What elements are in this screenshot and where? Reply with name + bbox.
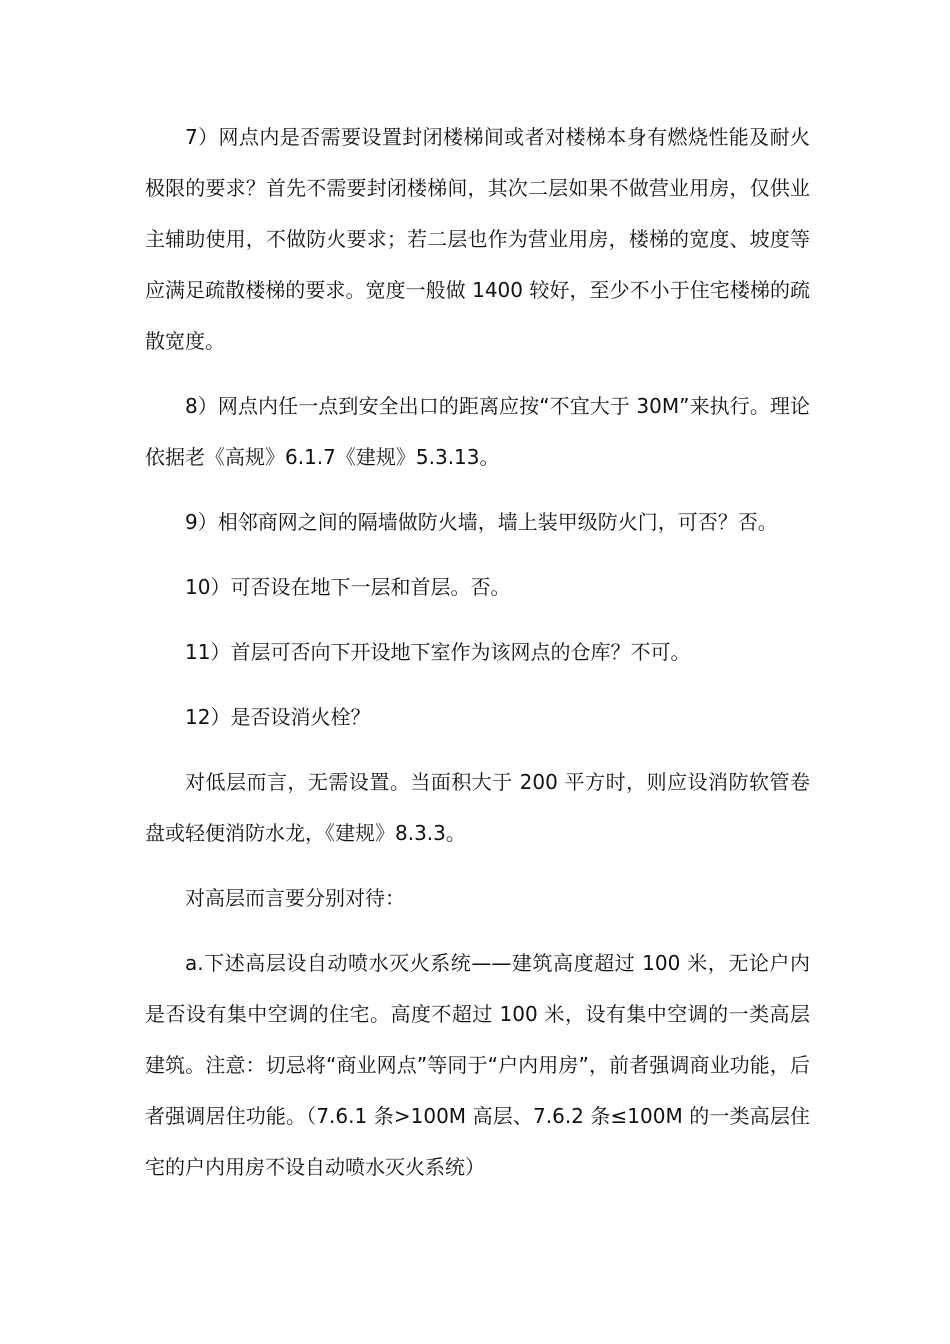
paragraph-low-rise: 对低层而言，无需设置。当面积大于 200 平方时，则应设消防软管卷盘或轻便消防水龙，《建规》8.3.3。 [145, 770, 810, 845]
paragraph-8-exit-distance: 8）网点内任一点到安全出口的距离应按“不宜大于 30M”来执行。理论依据老《高规》6.1.7《建规》5.3.13。 [145, 394, 810, 469]
paragraph-10-basement: 10）可否设在地下一层和首层。否。 [185, 575, 511, 599]
paragraph-sprinkler: a.下述高层设自动喷水灭火系统——建筑高度超过 100 米，无论户内是否设有集中空调的住宅。高度不超过 100 米，设有集中空调的一类高层建筑。注意：切忌将“商业网点”等同于“户内用房”，前者强调商业功能，后者强调居住功能。（7.6.1 条>100M 高层、7.6.2 条≤100M 的一类高层住宅的户内用房不设自动喷水灭火系统） [145, 951, 810, 1179]
paragraph-12-hydrant: 12）是否设消火栓？ [185, 705, 371, 729]
paragraph-high-rise-intro: 对高层而言要分别对待： [185, 886, 405, 910]
paragraph-9-firewall: 9）相邻商网之间的隔墙做防火墙，墙上装甲级防火门，可否？否。 [185, 510, 778, 534]
document-body [145, 112, 810, 1207]
paragraph-7-stairs: 7）网点内是否需要设置封闭楼梯间或者对楼梯本身有燃烧性能及耐火极限的要求？首先不需要封闭楼梯间，其次二层如果不做营业用房，仅供业主辅助使用，不做防火要求；若二层也作为营业用房，楼梯的宽度、坡度等应满足疏散楼梯的要求。宽度一般做 1400 较好，至少不小于住宅楼梯的疏散宽度。 [145, 125, 810, 353]
paragraph-11-storage: 11）首层可否向下开设地下室作为该网点的仓库？不可。 [185, 640, 691, 664]
